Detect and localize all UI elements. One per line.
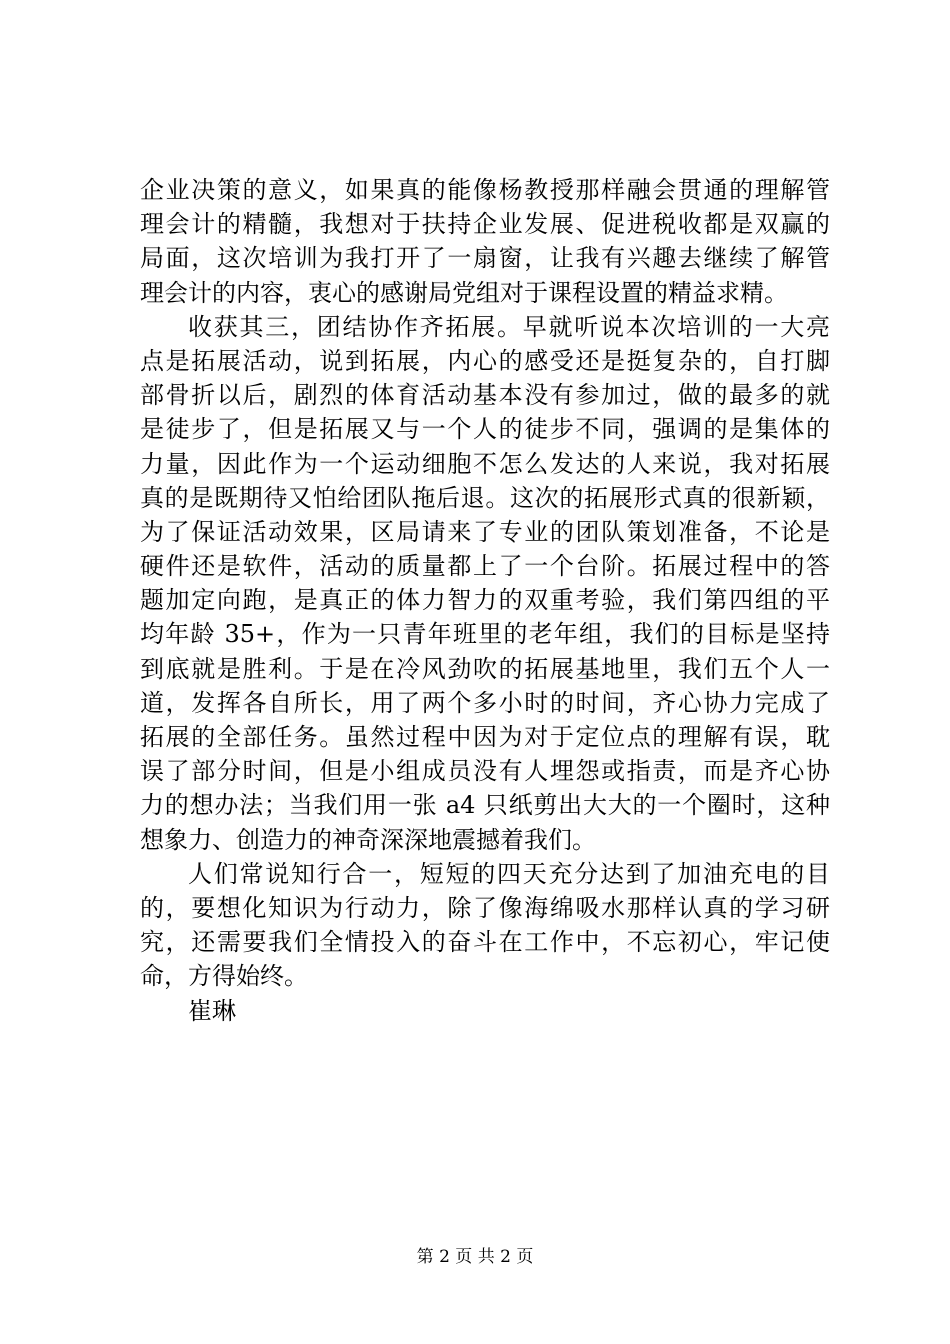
body-text xyxy=(140,173,830,1028)
author-name: 崔琳 xyxy=(188,996,236,1025)
text-line: 是徒步了，但是拓展又与一个人的徒步不同，强调的是集体的 xyxy=(140,415,830,444)
page-footer xyxy=(0,1247,950,1267)
text-line: 部骨折以后，剧烈的体育活动基本没有参加过，做的最多的就 xyxy=(140,381,830,410)
text-line: 命，方得始终。 xyxy=(140,962,308,991)
text-line: 误了部分时间，但是小组成员没有人埋怨或指责，而是齐心协 xyxy=(140,757,830,786)
text-line: 想象力、创造力的神奇深深地震撼着我们。 xyxy=(140,825,596,854)
author-signature xyxy=(140,994,830,1028)
text-line: 究，还需要我们全情投入的奋斗在工作中，不忘初心，牢记使 xyxy=(140,928,830,957)
text-line: 道，发挥各自所长，用了两个多小时的时间，齐心协力完成了 xyxy=(140,688,830,717)
text-line: 人们常说知行合一，短短的四天充分达到了加油充电的目 xyxy=(188,859,830,888)
text-line: 理会计的精髓，我想对于扶持企业发展、促进税收都是双赢的 xyxy=(140,210,830,239)
text-line: 理会计的内容，衷心的感谢局党组对于课程设置的精益求精。 xyxy=(140,278,788,307)
text-line: 力的想办法；当我们用一张 a4 只纸剪出大大的一个圈时，这种 xyxy=(140,791,830,820)
paragraph-conclusion-continued xyxy=(140,173,830,310)
paragraph-teamwork xyxy=(140,310,830,857)
paragraph-summary xyxy=(140,857,830,994)
text-line: 局面，这次培训为我打开了一扇窗，让我有兴趣去继续了解管 xyxy=(140,244,830,273)
text-line: 为了保证活动效果，区局请来了专业的团队策划准备，不论是 xyxy=(140,517,830,546)
text-line: 收获其三，团结协作齐拓展。早就听说本次培训的一大亮 xyxy=(188,312,830,341)
text-line: 的，要想化知识为行动力，除了像海绵吸水那样认真的学习研 xyxy=(140,893,830,922)
text-line: 企业决策的意义，如果真的能像杨教授那样融会贯通的理解管 xyxy=(140,176,830,204)
text-line: 均年龄 35+，作为一只青年班里的老年组，我们的目标是坚持 xyxy=(140,620,830,649)
text-line: 点是拓展活动，说到拓展，内心的感受还是挺复杂的，自打脚 xyxy=(140,346,830,375)
text-line: 硬件还是软件，活动的质量都上了一个台阶。拓展过程中的答 xyxy=(140,552,830,581)
text-line: 拓展的全部任务。虽然过程中因为对于定位点的理解有误，耽 xyxy=(140,723,830,751)
text-line: 到底就是胜利。于是在冷风劲吹的拓展基地里，我们五个人一 xyxy=(140,654,830,683)
text-line: 力量，因此作为一个运动细胞不怎么发达的人来说，我对拓展 xyxy=(140,449,830,478)
text-line: 真的是既期待又怕给团队拖后退。这次的拓展形式真的很新颖， xyxy=(140,483,830,512)
page-number-label: 第 2 页 共 2 页 xyxy=(416,1247,534,1267)
text-line: 题加定向跑，是真正的体力智力的双重考验，我们第四组的平 xyxy=(140,586,830,615)
